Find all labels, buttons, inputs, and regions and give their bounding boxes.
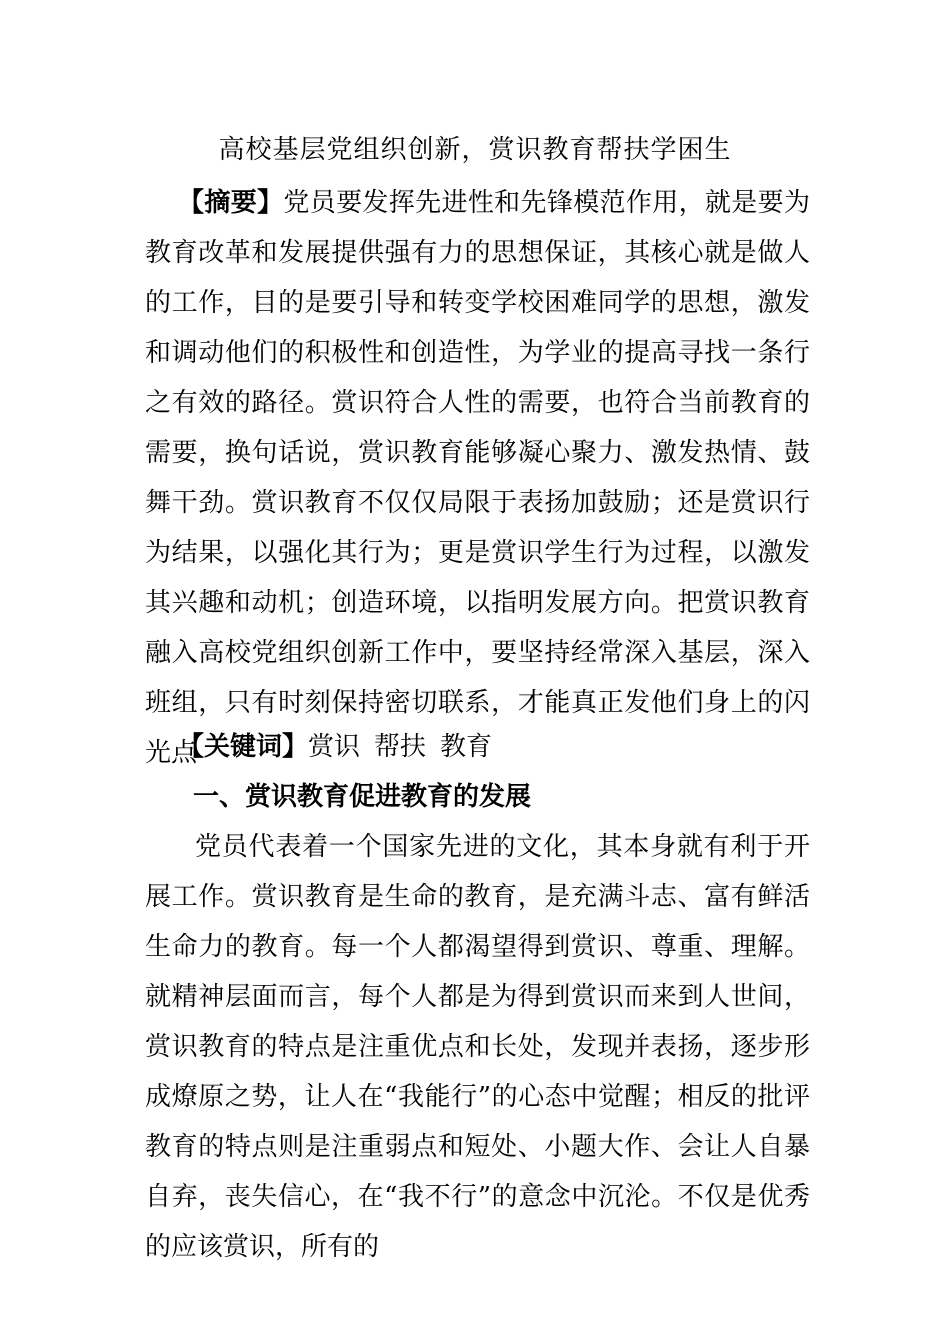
abstract-text: 党员要发挥先进性和先锋模范作用，就是要为教育改革和发展提供强有力的思想保证，其核心就是做人的工作，目的是要引导和转变学校困难同学的思想，激发和调动他们的积极性和创造性，为学业的提高寻找一条行之有效的路径。赏识符合人性的需要，也符合当前教育的需要，换句话说，赏识教育能够凝心聚力、激发热情、鼓舞干劲。赏识教育不仅仅局限于表扬加鼓励；还是赏识行为结果，以强化其行为；更是赏识学生行为过程，以激发其兴趣和动机；创造环境，以指明发展方向。把赏识教育融入高校党组织创新工作中，要坚持经常深入基层，深入班组，只有时刻保持密切联系，才能真正发他们身上的闪光点: [145, 188, 810, 768]
document-title: 高校基层党组织创新，赏识教育帮扶学困生: [218, 135, 732, 165]
section-heading: 一、赏识教育促进教育的发展: [193, 782, 532, 812]
keyword-item: 教育: [440, 732, 493, 762]
keyword-item: 赏识: [308, 732, 361, 762]
abstract-label: 【摘要】: [178, 188, 284, 218]
keyword-item: 帮扶: [374, 732, 427, 762]
keywords-label: 【关键词】: [178, 732, 309, 762]
section-paragraph: 党员代表着一个国家先进的文化，其本身就有利于开展工作。赏识教育是生命的教育，是充满斗志、富有鲜活生命力的教育。每一个人都渴望得到赏识、尊重、理解。就精神层面而言，每个人都是为得到赏识而来到人世间，赏识教育的特点是注重优点和长处，发现并表扬，逐步形成燎原之势，让人在“我能行”的心态中觉醒；相反的批评教育的特点则是注重弱点和短处、小题大作、会让人自暴自弃，丧失信心，在“我不行”的意念中沉沦。不仅是优秀的应该赏识，所有的: [145, 832, 810, 1262]
abstract-paragraph: [145, 178, 810, 778]
keywords-line: [145, 722, 810, 772]
